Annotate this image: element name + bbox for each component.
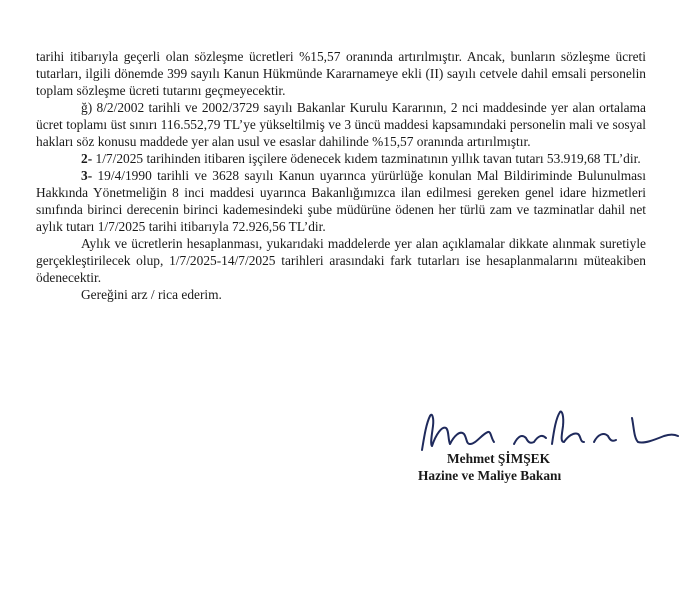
signature-block <box>418 404 680 494</box>
document-body <box>36 48 646 303</box>
item-3-number: 3- <box>81 168 93 183</box>
paragraph-continuation: tarihi itibarıyla geçerli olan sözleşme ücretleri %15,57 oranında artırılmıştır. Ancak, bunların sözleşme ücreti tutarları, ilgili dönemde 399 sayılı Kanun Hükmünde Kararnameye ekli (II) sayılı cetvele dahil emsali personelin toplam sözleşme ücreti tutarını geçmeyecektir. <box>36 49 646 98</box>
signer-title: Hazine ve Maliye Bakanı <box>418 468 562 483</box>
item-3-paragraph <box>36 167 646 235</box>
item-2-paragraph <box>36 150 646 167</box>
request-line: Gereğini arz / rica ederim. <box>81 287 222 302</box>
item-2-text: 1/7/2025 tarihinden itibaren işçilere ödenecek kıdem tazminatının yıllık tavan tutarı 53.919,68 TL’dir. <box>92 151 641 166</box>
signer-name: Mehmet ŞİMŞEK <box>447 451 551 466</box>
closing-paragraph: Aylık ve ücretlerin hesaplanması, yukarıdaki maddelerde yer alan açıklamalar dikkate alınmak suretiyle gerçekleştirilecek olup, 1/7/2025-14/7/2025 tarihleri arasındaki fark tutarları ise hesaplanmalarını müteakiben ödenecektir. <box>36 236 646 285</box>
item-2-number: 2- <box>81 151 93 166</box>
item-3-text: 19/4/1990 tarihli ve 3628 sayılı Kanun uyarınca yürürlüğe konulan Mal Bildiriminde Bulunulması Hakkında Yönetmeliğin 8 inci maddesi uyarınca Bakanlığımızca ilan edilmesi gereken genel idare hizmetleri sınıfında birinci derecenin birinci kademesindeki şube müdürüne ödenen her türlü zam ve tazminatlar dahil net aylık tutarı 1/7/2025 tarihi itibarıyla 72.926,56 TL’dir. <box>36 168 646 234</box>
item-g-paragraph: ğ) 8/2/2002 tarihli ve 2002/3729 sayılı Bakanlar Kurulu Kararının, 2 nci maddesinde yer alan ortalama ücret toplamı üst sınırı 116.552,79 TL’ye yükseltilmiş ve 3 üncü maddesi kapsamındaki personelin mali ve sosyal hakları söz konusu maddede yer alan usul ve esaslar dahilinde %15,57 oranında artırılmıştır. <box>36 100 646 149</box>
